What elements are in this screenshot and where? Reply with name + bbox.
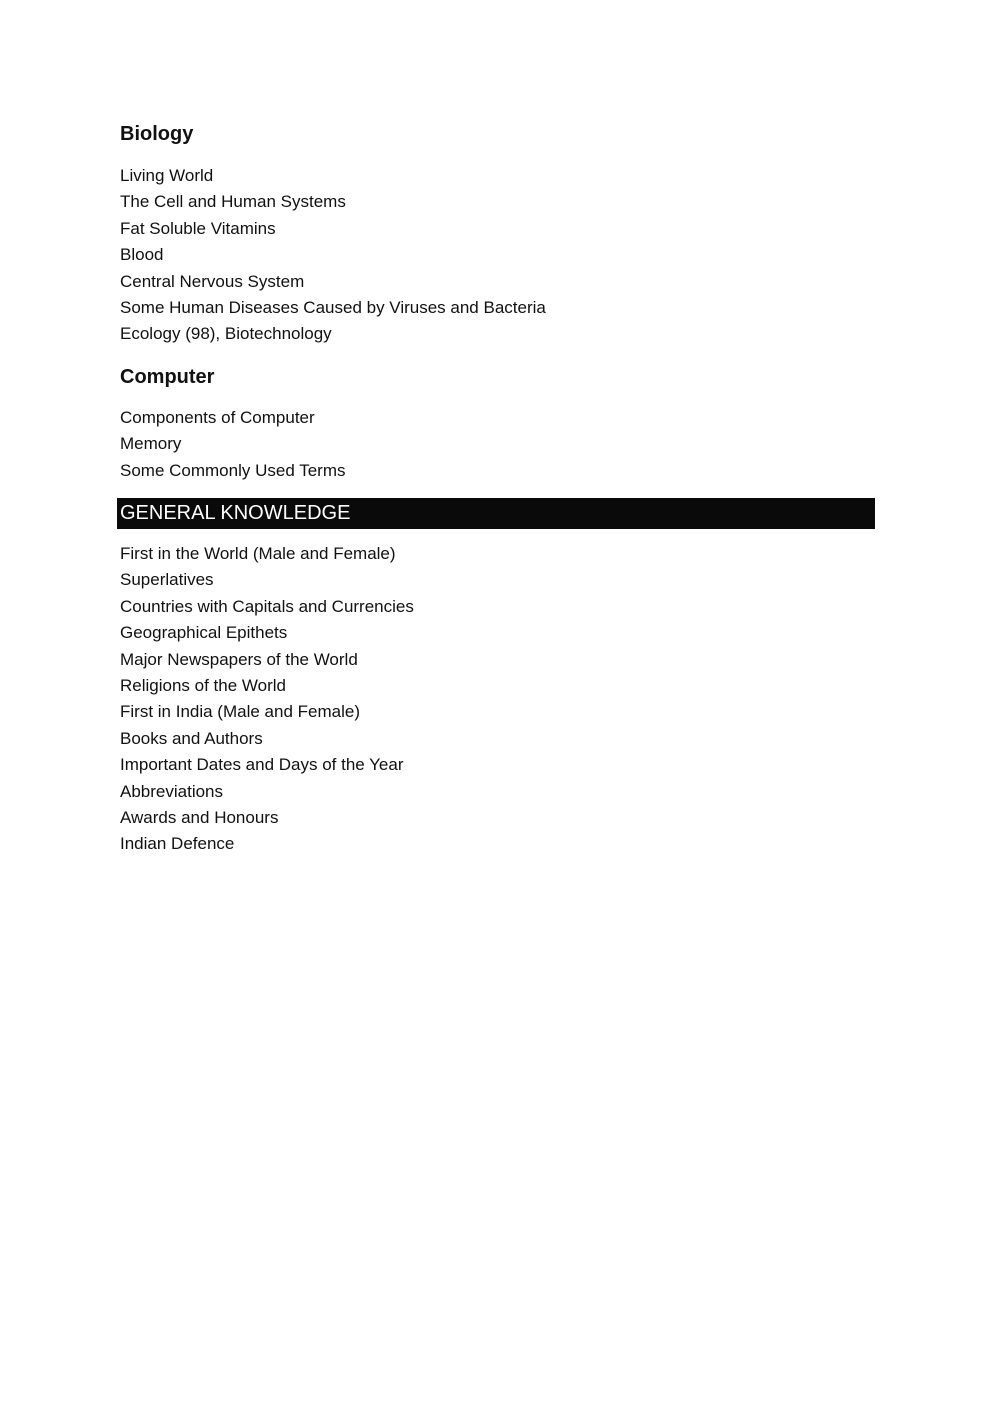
list-item: Fat Soluble Vitamins (120, 218, 276, 238)
list-item: Important Dates and Days of the Year (120, 755, 404, 775)
list-item: First in India (Male and Female) (120, 702, 360, 722)
biology-section (120, 121, 546, 348)
list-item: Some Commonly Used Terms (120, 460, 346, 480)
list-item: Central Nervous System (120, 271, 305, 291)
general-knowledge-list (120, 541, 414, 858)
list-item: Awards and Honours (120, 808, 279, 828)
list-item: Geographical Epithets (120, 623, 288, 643)
list-item: Books and Authors (120, 728, 263, 748)
list-item: Living World (120, 166, 214, 185)
list-item: First in the World (Male and Female) (120, 544, 396, 563)
list-item: Indian Defence (120, 834, 235, 854)
list-item: Components of Computer (120, 408, 315, 427)
biology-list (120, 163, 546, 348)
computer-section (120, 364, 345, 484)
list-item: Superlatives (120, 570, 214, 590)
list-item: Blood (120, 245, 164, 265)
list-item: Major Newspapers of the World (120, 649, 358, 669)
biology-heading: Biology (120, 123, 194, 145)
computer-heading: Computer (120, 366, 215, 388)
list-item: Abbreviations (120, 781, 224, 801)
list-item: Some Human Diseases Caused by Viruses and Bacteria (120, 298, 546, 318)
list-item: Ecology (98), Biotechnology (120, 324, 332, 344)
list-item: The Cell and Human Systems (120, 192, 346, 212)
list-item: Countries with Capitals and Currencies (120, 596, 414, 616)
general-knowledge-section (120, 541, 414, 858)
list-item: Religions of the World (120, 676, 286, 696)
general-knowledge-banner: GENERAL KNOWLEDGE (117, 498, 875, 529)
computer-list (120, 405, 345, 484)
list-item: Memory (120, 434, 182, 454)
